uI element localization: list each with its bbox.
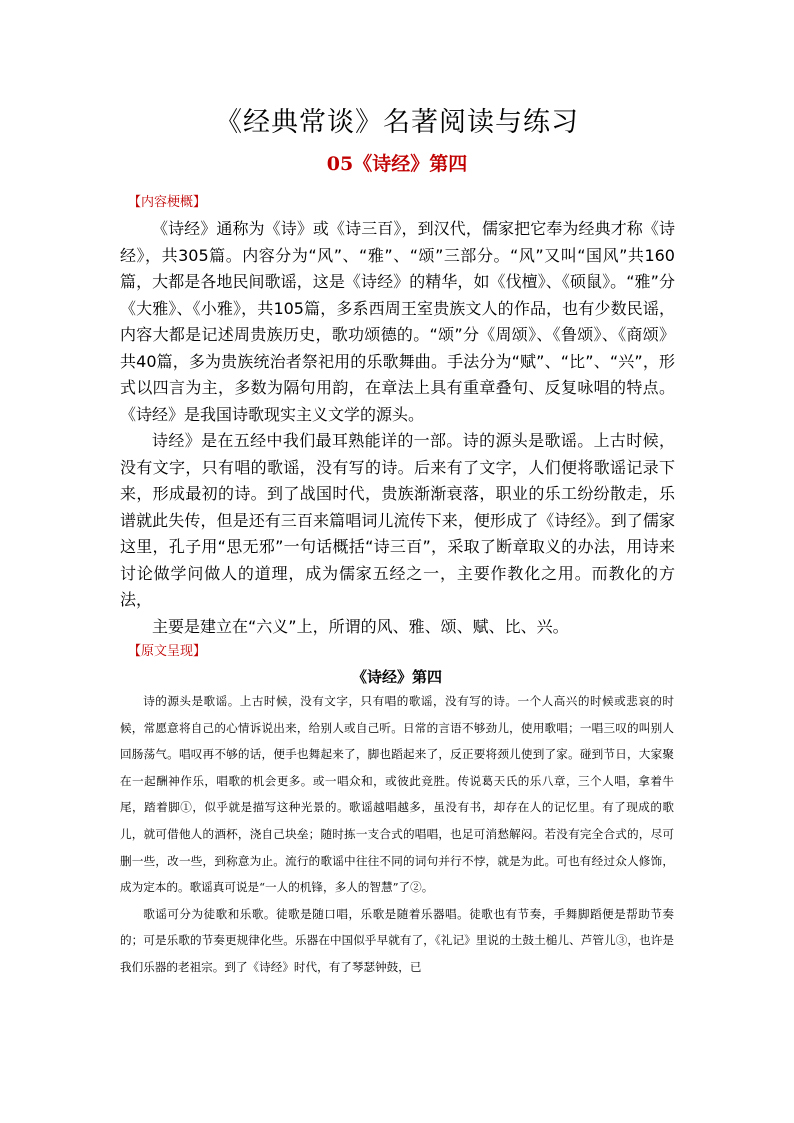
original-paragraph: 诗的源头是歌谣。上古时候，没有文字，只有唱的歌谣，没有写的诗。一个人高兴的时候或悲哀的时候，常愿意将自己的心情诉说出来，给别人或自己听。日常的言语不够劲儿，使用歌唱；一唱三叹的叫别人回肠荡气。唱叹再不够的话，便手也舞起来了，脚也蹈起来了，反正要将颈儿使到了家。碰到节日，大家聚在一起酬神作乐，唱歌的机会更多。或一唱众和，或彼此竞胜。传说葛天氏的乐八章，三个人唱，拿着牛尾，踏着脚①，似乎就是描写这种光景的。歌谣越唱越多，虽没有书，却存在人的记忆里。有了现成的歌儿，就可借他人的酒杯，浇自己块垒；随时拣一支合式的唱唱，也足可消愁解闷。若没有完全合式的，尽可删一些，改一些，到称意为止。流行的歌谣中往往不同的词句并行不悖，就是为此。可也有经过众人修饰，成为定本的。歌谣真可说是“一人的机锋，多人的智慧”了②。	[120, 694, 674, 895]
page-title: 《经典常谈》名著阅读与练习	[215, 107, 579, 138]
section-label-overview: 【内容梗概】	[128, 195, 207, 210]
overview-paragraph: 主要是建立在“六义”上，所谓的风、雅、颂、赋、比、兴。	[152, 616, 569, 636]
overview-paragraph: 诗经》是在五经中我们最耳熟能详的一部。诗的源头是歌谣。上古时候，没有文字，只有唱的歌谣，没有写的诗。后来有了文字，人们便将歌谣记录下来，形成最初的诗。到了战国时代，贵族渐渐衰落，职业的乐工纷纷散走，乐谱就此失传，但是还有三百来篇唱词儿流传下来，便形成了《诗经》。到了儒家这里，孔子用“思无邪”一句话概括“诗三百”，采取了断章取义的办法，用诗来讨论做学问做人的道理，成为儒家五经之一，主要作教化之用。而教化的方法，	[120, 431, 675, 609]
overview-body	[120, 216, 675, 640]
original-text-title: 《诗经》第四	[351, 668, 442, 686]
original-paragraph: 歌谣可分为徒歌和乐歌。徒歌是随口唱，乐歌是随着乐器唱。徒歌也有节奏，手舞脚蹈便是帮助节奏的；可是乐歌的节奏更规律化些。乐器在中国似乎早就有了，《礼记》里说的土鼓土槌儿、芦管儿③，也许是我们乐器的老祖宗。到了《诗经》时代，有了琴瑟钟鼓，已	[120, 906, 674, 974]
section-label-original: 【原文呈现】	[128, 644, 207, 659]
original-text-body	[120, 688, 674, 981]
page-subtitle: 05《诗经》第四	[326, 153, 468, 175]
overview-paragraph: 《诗经》通称为《诗》或《诗三百》，到汉代，儒家把它奉为经典才称《诗经》，共305篇。内容分为“风”、“雅”、“颂”三部分。“风”又叫“国风”共160篇，大都是各地民间歌谣，这是《诗经》的精华，如《伐檀》、《硕鼠》。“雅”分《大雅》、《小雅》，共105篇，多系西周王室贵族文人的作品，也有少数民谣，内容大都是记述周贵族历史，歌功颂德的。“颂”分《周颂》、《鲁颂》、《商颂》共40篇，多为贵族统治者祭祀用的乐歌舞曲。手法分为“赋”、“比”、“兴”，形式以四言为主，多数为隔句用韵，在章法上具有重章叠句、反复咏唱的特点。《诗经》是我国诗歌现实主义文学的源头。	[120, 219, 675, 424]
